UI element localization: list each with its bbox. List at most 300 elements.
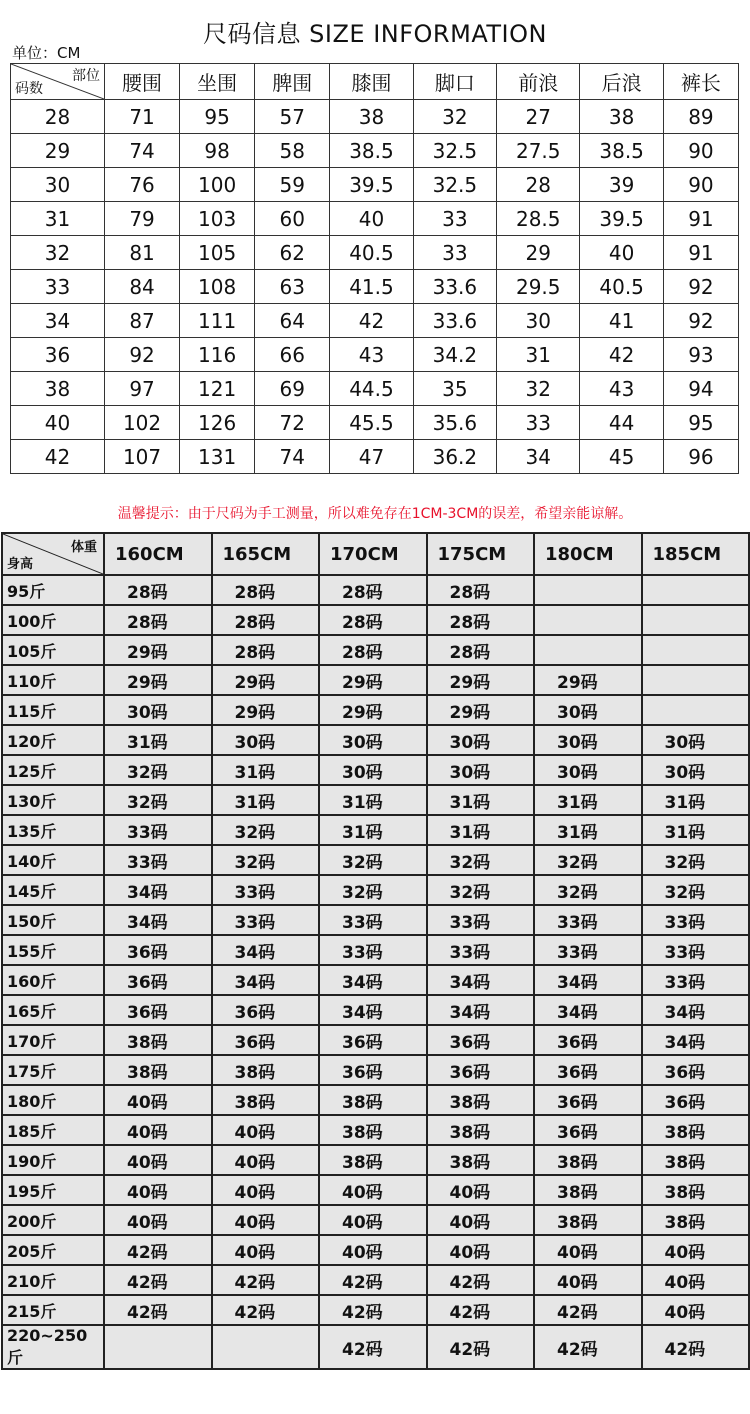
rec-row-label: 140斤 bbox=[2, 845, 104, 875]
rec-cell: 28码 bbox=[319, 575, 427, 605]
corner-label-size: 码数 bbox=[15, 81, 43, 97]
size-cell: 43 bbox=[580, 372, 663, 406]
rec-cell: 40码 bbox=[534, 1265, 642, 1295]
rec-row bbox=[2, 1295, 749, 1325]
rec-row bbox=[2, 1145, 749, 1175]
rec-cell: 38码 bbox=[642, 1205, 750, 1235]
rec-cell: 36码 bbox=[104, 965, 212, 995]
size-cell: 33.6 bbox=[413, 304, 496, 338]
size-row-label: 33 bbox=[11, 270, 105, 304]
rec-column-header: 160CM bbox=[104, 533, 212, 575]
size-row bbox=[11, 134, 739, 168]
rec-row-label: 220~250斤 bbox=[2, 1325, 104, 1369]
size-cell: 44 bbox=[580, 406, 663, 440]
rec-cell: 40码 bbox=[427, 1235, 535, 1265]
size-cell: 116 bbox=[180, 338, 255, 372]
rec-header-row bbox=[2, 533, 749, 575]
rec-cell: 34码 bbox=[534, 965, 642, 995]
rec-cell: 29码 bbox=[319, 665, 427, 695]
rec-cell: 38码 bbox=[642, 1115, 750, 1145]
rec-cell: 40码 bbox=[104, 1205, 212, 1235]
rec-cell: 32码 bbox=[642, 875, 750, 905]
rec-cell: 38码 bbox=[534, 1175, 642, 1205]
rec-cell bbox=[534, 635, 642, 665]
size-cell: 33 bbox=[497, 406, 580, 440]
rec-cell: 42码 bbox=[104, 1265, 212, 1295]
size-row-label: 32 bbox=[11, 236, 105, 270]
size-cell: 91 bbox=[663, 202, 738, 236]
size-cell: 29.5 bbox=[497, 270, 580, 304]
rec-column-header: 170CM bbox=[319, 533, 427, 575]
rec-cell: 29码 bbox=[212, 665, 320, 695]
rec-cell: 34码 bbox=[642, 995, 750, 1025]
rec-cell: 40码 bbox=[104, 1145, 212, 1175]
size-column-header: 脚口 bbox=[413, 64, 496, 100]
rec-cell: 28码 bbox=[427, 575, 535, 605]
size-cell: 38 bbox=[330, 100, 413, 134]
rec-cell: 38码 bbox=[319, 1085, 427, 1115]
rec-cell: 38码 bbox=[104, 1025, 212, 1055]
rec-cell: 30码 bbox=[104, 695, 212, 725]
rec-row bbox=[2, 1325, 749, 1369]
rec-row bbox=[2, 1085, 749, 1115]
size-row-label: 36 bbox=[11, 338, 105, 372]
rec-cell: 34码 bbox=[319, 995, 427, 1025]
rec-cell: 34码 bbox=[427, 995, 535, 1025]
size-cell: 81 bbox=[105, 236, 180, 270]
rec-row-label: 135斤 bbox=[2, 815, 104, 845]
size-cell: 40.5 bbox=[330, 236, 413, 270]
rec-row bbox=[2, 815, 749, 845]
rec-cell: 36码 bbox=[427, 1055, 535, 1085]
rec-cell: 30码 bbox=[534, 695, 642, 725]
rec-cell: 40码 bbox=[427, 1175, 535, 1205]
rec-row bbox=[2, 905, 749, 935]
rec-cell: 36码 bbox=[319, 1025, 427, 1055]
rec-cell bbox=[534, 605, 642, 635]
rec-row bbox=[2, 1115, 749, 1145]
rec-cell bbox=[642, 575, 750, 605]
size-cell: 98 bbox=[180, 134, 255, 168]
rec-cell: 30码 bbox=[427, 755, 535, 785]
size-cell: 62 bbox=[255, 236, 330, 270]
rec-cell bbox=[212, 1325, 320, 1369]
size-cell: 32.5 bbox=[413, 168, 496, 202]
rec-row-label: 185斤 bbox=[2, 1115, 104, 1145]
rec-cell: 42码 bbox=[642, 1325, 750, 1369]
rec-cell: 28码 bbox=[104, 605, 212, 635]
rec-cell: 32码 bbox=[104, 785, 212, 815]
size-cell: 64 bbox=[255, 304, 330, 338]
rec-row-label: 200斤 bbox=[2, 1205, 104, 1235]
rec-row bbox=[2, 785, 749, 815]
rec-cell: 31码 bbox=[642, 815, 750, 845]
rec-cell: 31码 bbox=[319, 815, 427, 845]
rec-cell: 33码 bbox=[642, 905, 750, 935]
size-cell: 69 bbox=[255, 372, 330, 406]
size-cell: 44.5 bbox=[330, 372, 413, 406]
rec-row bbox=[2, 1235, 749, 1265]
size-column-header: 膝围 bbox=[330, 64, 413, 100]
rec-cell: 29码 bbox=[104, 635, 212, 665]
size-row-label: 29 bbox=[11, 134, 105, 168]
rec-row bbox=[2, 1025, 749, 1055]
size-row-label: 31 bbox=[11, 202, 105, 236]
rec-cell: 29码 bbox=[427, 665, 535, 695]
rec-cell: 28码 bbox=[212, 605, 320, 635]
rec-column-header: 180CM bbox=[534, 533, 642, 575]
rec-cell: 31码 bbox=[104, 725, 212, 755]
rec-cell: 38码 bbox=[642, 1145, 750, 1175]
size-cell: 31 bbox=[497, 338, 580, 372]
rec-cell: 36码 bbox=[642, 1085, 750, 1115]
rec-cell: 33码 bbox=[642, 935, 750, 965]
size-cell: 107 bbox=[105, 440, 180, 474]
rec-cell: 30码 bbox=[534, 725, 642, 755]
rec-cell: 34码 bbox=[319, 965, 427, 995]
rec-row-label: 105斤 bbox=[2, 635, 104, 665]
size-cell: 32 bbox=[413, 100, 496, 134]
rec-cell: 36码 bbox=[104, 935, 212, 965]
rec-cell: 42码 bbox=[104, 1235, 212, 1265]
size-row bbox=[11, 270, 739, 304]
rec-cell: 33码 bbox=[427, 935, 535, 965]
size-cell: 57 bbox=[255, 100, 330, 134]
rec-cell bbox=[642, 695, 750, 725]
rec-cell: 40码 bbox=[212, 1145, 320, 1175]
rec-row-label: 195斤 bbox=[2, 1175, 104, 1205]
rec-row bbox=[2, 965, 749, 995]
size-cell: 126 bbox=[180, 406, 255, 440]
rec-cell: 32码 bbox=[534, 875, 642, 905]
size-cell: 95 bbox=[663, 406, 738, 440]
rec-row-label: 190斤 bbox=[2, 1145, 104, 1175]
size-cell: 108 bbox=[180, 270, 255, 304]
rec-cell: 42码 bbox=[212, 1265, 320, 1295]
rec-cell: 28码 bbox=[212, 635, 320, 665]
rec-cell: 40码 bbox=[212, 1175, 320, 1205]
rec-cell: 38码 bbox=[319, 1145, 427, 1175]
size-cell: 32 bbox=[497, 372, 580, 406]
rec-row-label: 120斤 bbox=[2, 725, 104, 755]
size-row bbox=[11, 168, 739, 202]
rec-cell: 40码 bbox=[212, 1115, 320, 1145]
rec-row bbox=[2, 575, 749, 605]
rec-cell: 33码 bbox=[212, 875, 320, 905]
size-cell: 92 bbox=[663, 304, 738, 338]
size-cell: 27 bbox=[497, 100, 580, 134]
rec-cell: 31码 bbox=[212, 755, 320, 785]
rec-cell: 29码 bbox=[104, 665, 212, 695]
size-column-header: 腰围 bbox=[105, 64, 180, 100]
rec-cell: 36码 bbox=[212, 995, 320, 1025]
size-cell: 87 bbox=[105, 304, 180, 338]
size-cell: 29 bbox=[497, 236, 580, 270]
rec-cell: 30码 bbox=[642, 725, 750, 755]
rec-cell: 33码 bbox=[642, 965, 750, 995]
rec-row bbox=[2, 1205, 749, 1235]
rec-cell: 42码 bbox=[319, 1325, 427, 1369]
rec-row-label: 125斤 bbox=[2, 755, 104, 785]
rec-cell: 40码 bbox=[642, 1295, 750, 1325]
rec-cell: 32码 bbox=[212, 815, 320, 845]
rec-cell: 33码 bbox=[104, 845, 212, 875]
size-cell: 74 bbox=[105, 134, 180, 168]
rec-cell: 28码 bbox=[212, 575, 320, 605]
rec-cell: 34码 bbox=[212, 965, 320, 995]
size-row-label: 34 bbox=[11, 304, 105, 338]
size-cell: 39 bbox=[580, 168, 663, 202]
rec-row-label: 215斤 bbox=[2, 1295, 104, 1325]
rec-cell: 38码 bbox=[427, 1115, 535, 1145]
rec-cell bbox=[104, 1325, 212, 1369]
warning-note: 温馨提示：由于尺码为手工测量，所以难免存在1CM-3CM的误差，希望亲能谅解。 bbox=[117, 506, 633, 522]
rec-cell: 40码 bbox=[642, 1265, 750, 1295]
rec-cell: 42码 bbox=[427, 1265, 535, 1295]
rec-cell: 42码 bbox=[427, 1325, 535, 1369]
rec-cell: 38码 bbox=[212, 1085, 320, 1115]
size-row bbox=[11, 440, 739, 474]
rec-row-label: 160斤 bbox=[2, 965, 104, 995]
rec-row-label: 205斤 bbox=[2, 1235, 104, 1265]
rec-cell: 34码 bbox=[427, 965, 535, 995]
rec-cell bbox=[642, 605, 750, 635]
rec-cell: 32码 bbox=[427, 845, 535, 875]
rec-cell: 29码 bbox=[212, 695, 320, 725]
rec-cell: 40码 bbox=[319, 1175, 427, 1205]
size-cell: 59 bbox=[255, 168, 330, 202]
rec-row-label: 100斤 bbox=[2, 605, 104, 635]
size-row bbox=[11, 304, 739, 338]
rec-column-header: 185CM bbox=[642, 533, 750, 575]
rec-row bbox=[2, 755, 749, 785]
size-cell: 36.2 bbox=[413, 440, 496, 474]
rec-cell: 40码 bbox=[642, 1235, 750, 1265]
rec-row-label: 180斤 bbox=[2, 1085, 104, 1115]
size-cell: 41.5 bbox=[330, 270, 413, 304]
size-cell: 90 bbox=[663, 134, 738, 168]
rec-cell: 33码 bbox=[319, 935, 427, 965]
size-cell: 35 bbox=[413, 372, 496, 406]
rec-cell: 34码 bbox=[104, 905, 212, 935]
rec-cell: 38码 bbox=[534, 1205, 642, 1235]
rec-cell: 30码 bbox=[319, 755, 427, 785]
size-cell: 42 bbox=[580, 338, 663, 372]
rec-cell: 32码 bbox=[104, 755, 212, 785]
size-cell: 38.5 bbox=[330, 134, 413, 168]
rec-column-header: 165CM bbox=[212, 533, 320, 575]
rec-cell: 36码 bbox=[427, 1025, 535, 1055]
rec-cell: 28码 bbox=[319, 605, 427, 635]
size-column-header: 前浪 bbox=[497, 64, 580, 100]
rec-cell: 36码 bbox=[534, 1055, 642, 1085]
rec-cell: 31码 bbox=[212, 785, 320, 815]
rec-cell: 30码 bbox=[642, 755, 750, 785]
size-row-label: 42 bbox=[11, 440, 105, 474]
rec-cell: 38码 bbox=[427, 1145, 535, 1175]
size-cell: 42 bbox=[330, 304, 413, 338]
size-row bbox=[11, 372, 739, 406]
size-cell: 95 bbox=[180, 100, 255, 134]
rec-row bbox=[2, 1175, 749, 1205]
rec-cell bbox=[534, 575, 642, 605]
rec-cell: 31码 bbox=[642, 785, 750, 815]
rec-cell: 36码 bbox=[104, 995, 212, 1025]
rec-cell: 38码 bbox=[534, 1145, 642, 1175]
recommendation-table bbox=[1, 532, 750, 1370]
rec-cell: 29码 bbox=[534, 665, 642, 695]
corner-label-weight: 体重 bbox=[70, 540, 97, 555]
rec-row-label: 110斤 bbox=[2, 665, 104, 695]
size-cell: 45.5 bbox=[330, 406, 413, 440]
size-row bbox=[11, 338, 739, 372]
size-cell: 105 bbox=[180, 236, 255, 270]
rec-cell: 38码 bbox=[642, 1175, 750, 1205]
rec-cell: 34码 bbox=[104, 875, 212, 905]
size-cell: 38.5 bbox=[580, 134, 663, 168]
rec-cell: 31码 bbox=[427, 815, 535, 845]
rec-cell: 38码 bbox=[104, 1055, 212, 1085]
rec-row bbox=[2, 635, 749, 665]
size-row-label: 30 bbox=[11, 168, 105, 202]
size-row bbox=[11, 202, 739, 236]
size-cell: 33.6 bbox=[413, 270, 496, 304]
rec-cell: 29码 bbox=[427, 695, 535, 725]
size-cell: 71 bbox=[105, 100, 180, 134]
rec-cell: 36码 bbox=[212, 1025, 320, 1055]
rec-cell: 40码 bbox=[104, 1175, 212, 1205]
rec-row-label: 210斤 bbox=[2, 1265, 104, 1295]
rec-cell: 32码 bbox=[427, 875, 535, 905]
size-row-label: 28 bbox=[11, 100, 105, 134]
size-cell: 33 bbox=[413, 202, 496, 236]
size-cell: 103 bbox=[180, 202, 255, 236]
size-cell: 33 bbox=[413, 236, 496, 270]
rec-row bbox=[2, 995, 749, 1025]
size-cell: 89 bbox=[663, 100, 738, 134]
rec-cell: 33码 bbox=[534, 935, 642, 965]
rec-cell: 42码 bbox=[534, 1325, 642, 1369]
size-corner-cell bbox=[11, 64, 105, 100]
size-header-row bbox=[11, 64, 739, 100]
rec-cell: 42码 bbox=[534, 1295, 642, 1325]
rec-cell: 40码 bbox=[319, 1205, 427, 1235]
size-cell: 34.2 bbox=[413, 338, 496, 372]
rec-cell: 30码 bbox=[212, 725, 320, 755]
rec-row-label: 155斤 bbox=[2, 935, 104, 965]
size-column-header: 坐围 bbox=[180, 64, 255, 100]
size-cell: 131 bbox=[180, 440, 255, 474]
rec-cell: 42码 bbox=[319, 1265, 427, 1295]
rec-column-header: 175CM bbox=[427, 533, 535, 575]
rec-cell: 36码 bbox=[534, 1085, 642, 1115]
rec-row-label: 170斤 bbox=[2, 1025, 104, 1055]
rec-cell: 28码 bbox=[427, 605, 535, 635]
page-title: 尺码信息 SIZE INFORMATION bbox=[203, 20, 547, 48]
rec-cell: 32码 bbox=[642, 845, 750, 875]
size-cell: 35.6 bbox=[413, 406, 496, 440]
size-cell: 40 bbox=[330, 202, 413, 236]
size-cell: 92 bbox=[663, 270, 738, 304]
size-cell: 58 bbox=[255, 134, 330, 168]
size-cell: 66 bbox=[255, 338, 330, 372]
rec-row bbox=[2, 1265, 749, 1295]
size-cell: 74 bbox=[255, 440, 330, 474]
size-cell: 111 bbox=[180, 304, 255, 338]
corner-label-height: 身高 bbox=[7, 557, 34, 572]
rec-cell bbox=[642, 635, 750, 665]
size-row-label: 40 bbox=[11, 406, 105, 440]
size-column-header: 后浪 bbox=[580, 64, 663, 100]
size-cell: 90 bbox=[663, 168, 738, 202]
rec-row-label: 150斤 bbox=[2, 905, 104, 935]
corner-label-part: 部位 bbox=[72, 68, 100, 84]
rec-row bbox=[2, 695, 749, 725]
rec-cell: 32码 bbox=[534, 845, 642, 875]
size-row bbox=[11, 100, 739, 134]
rec-cell: 33码 bbox=[212, 905, 320, 935]
size-row bbox=[11, 236, 739, 270]
rec-cell: 38码 bbox=[319, 1115, 427, 1145]
size-cell: 39.5 bbox=[330, 168, 413, 202]
size-cell: 93 bbox=[663, 338, 738, 372]
rec-cell: 32码 bbox=[319, 845, 427, 875]
unit-label: 单位：CM bbox=[12, 44, 81, 62]
size-cell: 91 bbox=[663, 236, 738, 270]
rec-cell: 36码 bbox=[534, 1025, 642, 1055]
rec-cell: 33码 bbox=[104, 815, 212, 845]
rec-cell: 31码 bbox=[534, 785, 642, 815]
rec-cell: 34码 bbox=[534, 995, 642, 1025]
rec-cell: 40码 bbox=[534, 1235, 642, 1265]
size-cell: 84 bbox=[105, 270, 180, 304]
size-cell: 28 bbox=[497, 168, 580, 202]
rec-cell: 40码 bbox=[104, 1085, 212, 1115]
size-cell: 43 bbox=[330, 338, 413, 372]
rec-cell: 36码 bbox=[534, 1115, 642, 1145]
rec-row-label: 165斤 bbox=[2, 995, 104, 1025]
rec-cell: 40码 bbox=[427, 1205, 535, 1235]
rec-cell: 30码 bbox=[319, 725, 427, 755]
rec-cell: 42码 bbox=[319, 1295, 427, 1325]
rec-cell: 31码 bbox=[319, 785, 427, 815]
size-cell: 34 bbox=[497, 440, 580, 474]
rec-row bbox=[2, 725, 749, 755]
rec-row-label: 175斤 bbox=[2, 1055, 104, 1085]
rec-row bbox=[2, 875, 749, 905]
size-cell: 102 bbox=[105, 406, 180, 440]
rec-cell: 38码 bbox=[212, 1055, 320, 1085]
size-cell: 63 bbox=[255, 270, 330, 304]
rec-row-label: 95斤 bbox=[2, 575, 104, 605]
rec-cell: 33码 bbox=[319, 905, 427, 935]
rec-cell: 33码 bbox=[534, 905, 642, 935]
size-cell: 40.5 bbox=[580, 270, 663, 304]
rec-row bbox=[2, 605, 749, 635]
rec-cell: 42码 bbox=[427, 1295, 535, 1325]
rec-cell: 28码 bbox=[427, 635, 535, 665]
size-cell: 92 bbox=[105, 338, 180, 372]
rec-cell: 29码 bbox=[319, 695, 427, 725]
size-cell: 28.5 bbox=[497, 202, 580, 236]
size-cell: 121 bbox=[180, 372, 255, 406]
rec-cell: 31码 bbox=[427, 785, 535, 815]
rec-cell: 34码 bbox=[212, 935, 320, 965]
size-table bbox=[10, 63, 739, 474]
rec-row-label: 130斤 bbox=[2, 785, 104, 815]
size-cell: 30 bbox=[497, 304, 580, 338]
size-cell: 100 bbox=[180, 168, 255, 202]
